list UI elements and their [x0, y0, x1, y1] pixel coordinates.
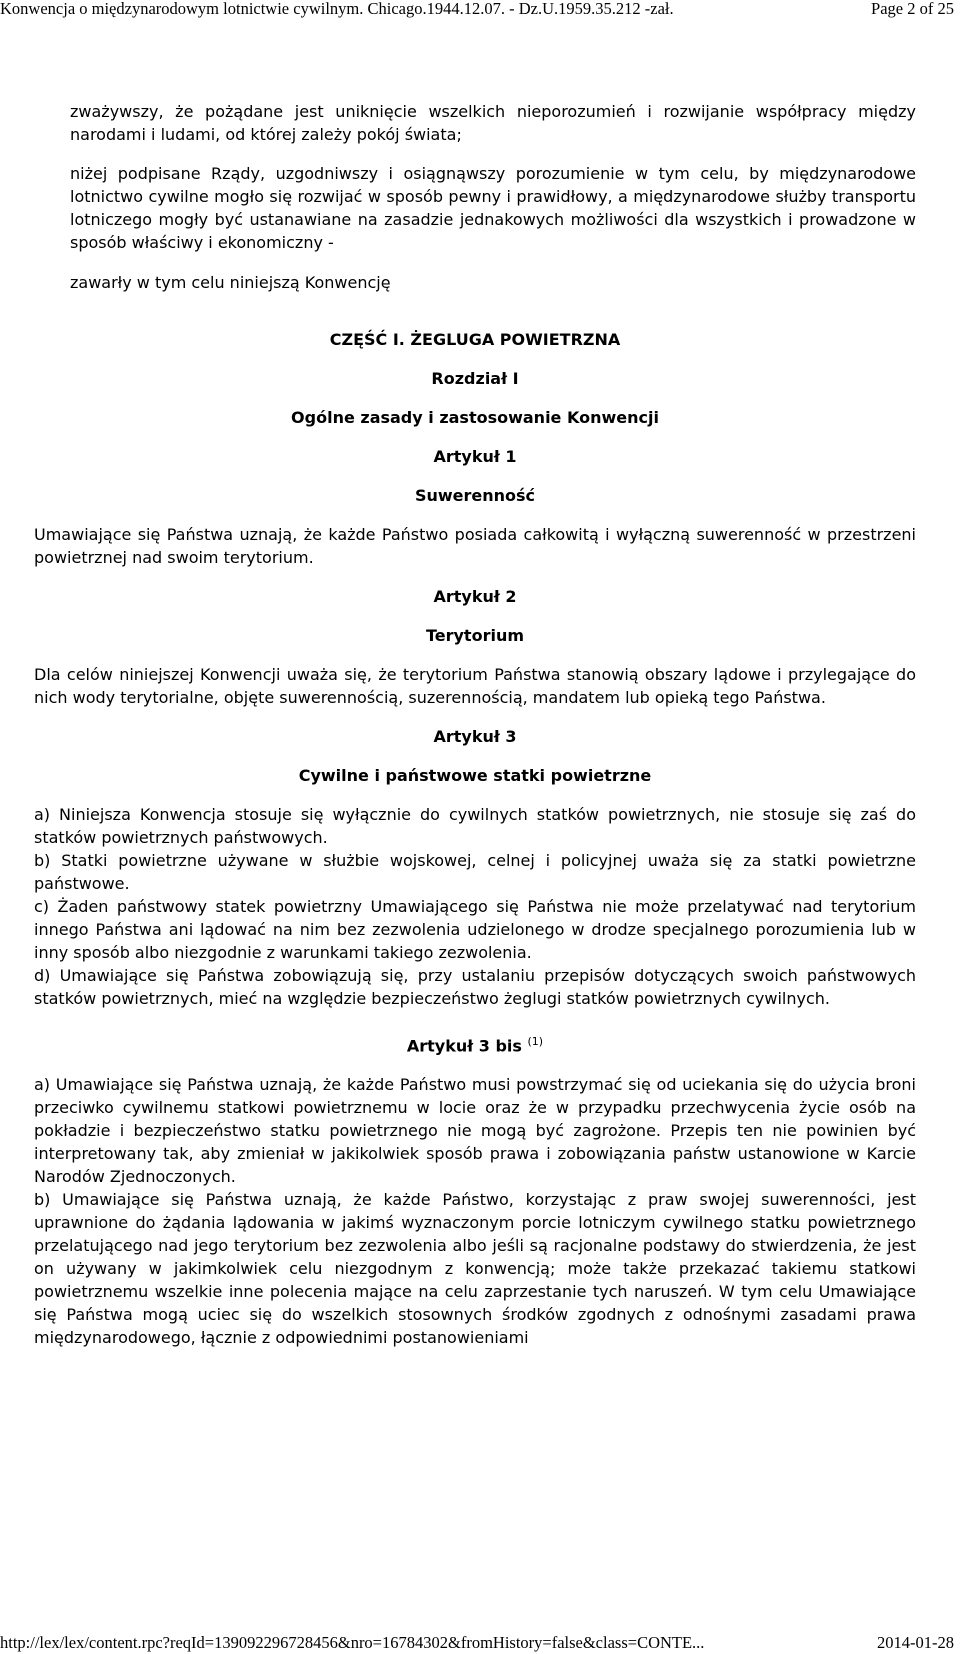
article-heading: Artykuł 2	[433, 587, 517, 606]
article-clause: b) Umawiające się Państwa uznają, że każde Państwo, korzystając z praw swojej suwerenności, jest uprawnione do żądania lądowania w jakimś wyznaczonym porcie lotniczym cywilnego statku powietrznego przelatującego nad jego terytorium bez zezwolenia albo jeśli są racjonalne podstawy do stwierdzenia, że jest on używany w jakimkolwiek celu niezgodnym z konwencją; może także przekazać takiemu statkowi powietrznemu wszelkie inne polecenia mające na celu zaprzestanie tych naruszeń. W tym celu Umawiające się Państwa mogą uciec się do wszelkich stosownych środków zgodnych z odnośnymi zasadami prawa międzynarodowego, łącznie z odpowiednimi postanowieniami	[34, 1190, 916, 1348]
document-body	[34, 100, 916, 1349]
article-clause: d) Umawiające się Państwa zobowiązują się, przy ustalaniu przepisów dotyczących swoich państwowych statków powietrznych, mieć na względzie bezpieczeństwo żeglugi statków powietrznych cywilnych.	[34, 966, 916, 1008]
part-heading: CZĘŚĆ I. ŻEGLUGA POWIETRZNA	[329, 330, 621, 349]
article-heading: Artykuł 1	[433, 447, 517, 466]
footer-url: http://lex/lex/content.rpc?reqId=139092296728456&nro=16784302&fromHistory=false&class=CONTE...	[0, 1633, 705, 1652]
page-number: Page 2 of 25	[871, 0, 954, 18]
footer-date: 2014-01-28	[877, 1633, 954, 1652]
page-header	[0, 0, 960, 24]
page-footer	[0, 1630, 960, 1654]
preamble-paragraph: zważywszy, że pożądane jest uniknięcie wszelkich nieporozumień i rozwijanie współpracy między narodami i ludami, od której zależy pokój świata;	[70, 102, 916, 144]
article-clause: c) Żaden państwowy statek powietrzny Umawiającego się Państwa nie może przelatywać nad terytorium innego Państwa ani lądować na nim bez zezwolenia udzielonego w drodze specjalnego porozumienia lub w inny sposób albo niezgodnie z warunkami takiego zezwolenia.	[34, 897, 916, 962]
chapter-heading: Rozdział I	[431, 369, 519, 388]
article-clause: b) Statki powietrzne używane w służbie wojskowej, celnej i policyjnej uważa się za statki powietrzne państwowe.	[34, 851, 916, 893]
footnote-marker: (1)	[527, 1035, 544, 1048]
article-clause: a) Umawiające się Państwa uznają, że każde Państwo musi powstrzymać się od uciekania się do użycia broni przeciwko cywilnemu statkowi powietrznemu w locie oraz że w przypadku przechwycenia życie osób na pokładzie i bezpieczeństwo statku powietrznego nie mogą być zagrożone. Przepis ten nie powinien być interpretowany tak, aby zmieniał w jakikolwiek sposób prawa i zobowiązania państw ustanowione w Karcie Narodów Zjednoczonych.	[34, 1075, 916, 1187]
article-heading	[34, 1030, 916, 1057]
article-clause: a) Niniejsza Konwencja stosuje się wyłącznie do cywilnych statków powietrznych, nie stosuje się zaś do statków powietrznych państwowych.	[34, 805, 916, 847]
document-title: Konwencja o międzynarodowym lotnictwie cywilnym. Chicago.1944.12.07. - Dz.U.1959.35.212 -zał.	[0, 0, 674, 18]
article-title: Cywilne i państwowe statki powietrzne	[298, 766, 652, 785]
article-title: Terytorium	[425, 626, 525, 645]
preamble-paragraph: niżej podpisane Rządy, uzgodniwszy i osiągnąwszy porozumienie w tym celu, by międzynarodowe lotnictwo cywilne mogło się rozwijać w sposób pewny i prawidłowy, a międzynarodowe służby transportu lotniczego mogły być ustanawiane na zasadzie jednakowych możliwości dla wszystkich i prowadzone w sposób właściwy i ekonomiczny -	[70, 164, 916, 252]
preamble-paragraph: zawarły w tym celu niniejszą Konwencję	[70, 273, 391, 292]
article-title: Suwerenność	[414, 486, 536, 505]
article-text: Dla celów niniejszej Konwencji uważa się, że terytorium Państwa stanowią obszary lądowe i przylegające do nich wody terytorialne, objęte suwerennością, suzerennością, mandatem lub opieką tego Państwa.	[34, 665, 916, 707]
article-heading-text: Artykuł 3 bis	[406, 1036, 522, 1056]
chapter-title: Ogólne zasady i zastosowanie Konwencji	[291, 408, 659, 427]
article-heading: Artykuł 3	[433, 727, 517, 746]
article-text: Umawiające się Państwa uznają, że każde Państwo posiada całkowitą i wyłączną suwerenność w przestrzeni powietrznej nad swoim terytorium.	[34, 525, 916, 567]
